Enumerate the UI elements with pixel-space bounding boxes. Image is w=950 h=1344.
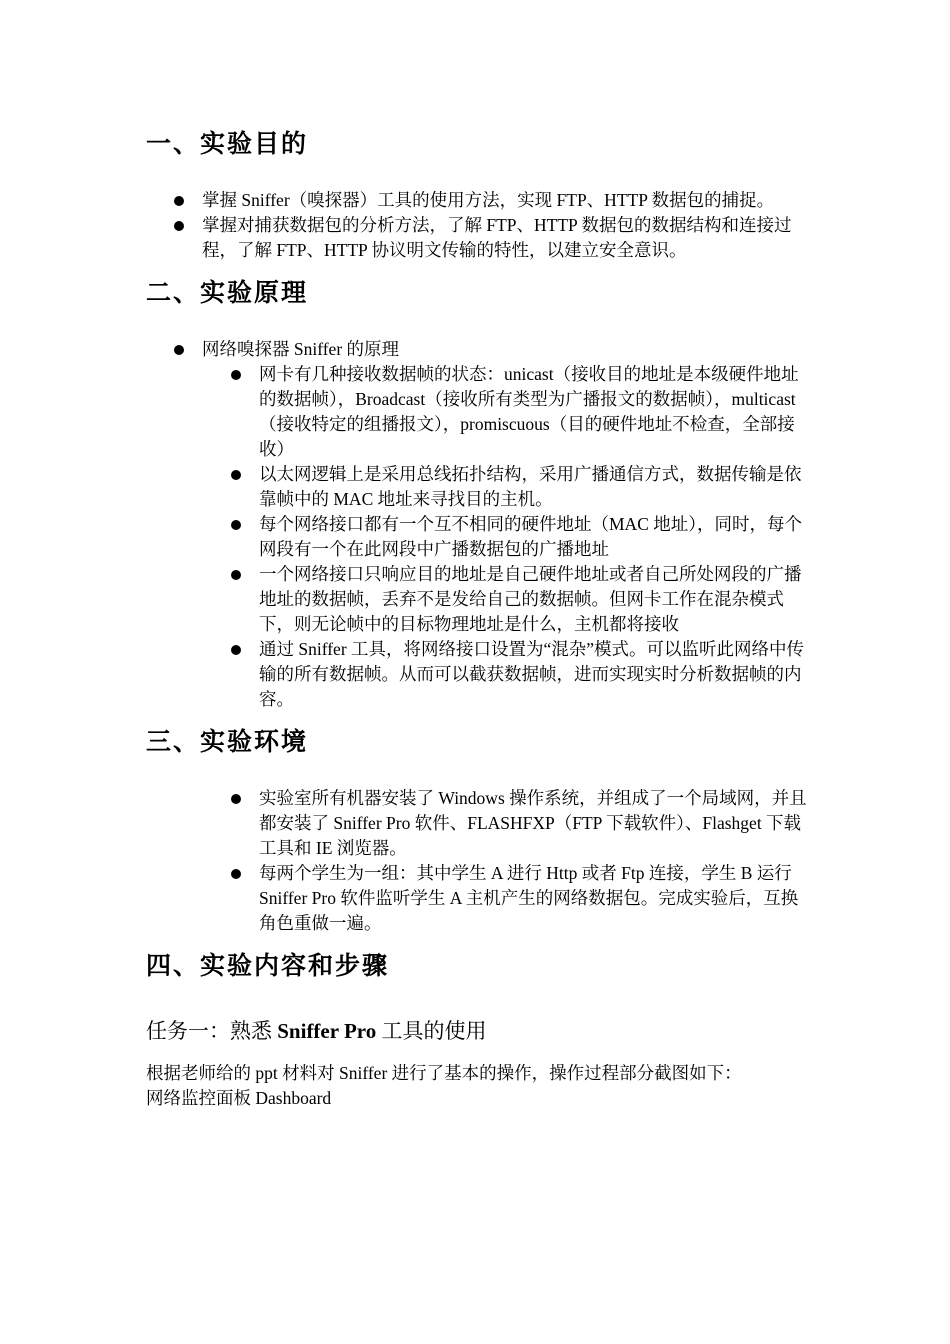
bullet-icon — [231, 370, 241, 380]
bullet-icon — [231, 869, 241, 879]
principle-list — [202, 337, 812, 362]
list-item — [259, 637, 812, 712]
section-title-purpose: 一、实验目的 — [146, 129, 309, 158]
list-item-text: 以太网逻辑上是采用总线拓扑结构，采用广播通信方式，数据传输是依靠帧中的 MAC 地址来寻找目的主机。 — [259, 464, 802, 509]
bullet-icon — [174, 221, 184, 231]
bullet-icon — [231, 470, 241, 480]
list-item — [202, 213, 812, 263]
section-title-steps: 四、实验内容和步骤 — [146, 951, 390, 980]
bullet-icon — [174, 196, 184, 206]
task-prefix: 任务一：熟悉 — [146, 1019, 278, 1043]
task-tool-name: Sniffer Pro — [277, 1019, 377, 1043]
task-suffix: 工具的使用 — [376, 1019, 487, 1043]
list-item — [259, 362, 812, 462]
bullet-icon — [231, 794, 241, 804]
list-item-text: 网络嗅探器 Sniffer 的原理 — [202, 339, 400, 359]
dashboard-caption: 网络监控面板 Dashboard — [146, 1088, 332, 1108]
principle-sub-list — [259, 362, 812, 712]
list-item-text: 掌握对捕获数据包的分析方法，了解 FTP、HTTP 数据包的数据结构和连接过程，了解 FTP、HTTP 协议明文传输的特性，以建立安全意识。 — [202, 215, 792, 260]
list-item — [202, 188, 812, 213]
list-item — [259, 861, 812, 936]
list-item — [259, 512, 812, 562]
bullet-icon — [174, 345, 184, 355]
bullet-icon — [231, 570, 241, 580]
list-item-text: 实验室所有机器安装了 Windows 操作系统，并组成了一个局域网，并且都安装了 Sniffer Pro 软件、FLASHFXP（FTP 下载软件）、Flashget 下载工具和 IE 浏览器。 — [259, 788, 807, 858]
purpose-list — [202, 188, 812, 263]
section-title-principle: 二、实验原理 — [146, 278, 309, 307]
list-item — [259, 462, 812, 512]
list-item — [259, 786, 812, 861]
body-paragraph: 根据老师给的 ppt 材料对 Sniffer 进行了基本的操作，操作过程部分截图如下： — [146, 1063, 742, 1083]
bullet-icon — [231, 645, 241, 655]
list-item-text: 一个网络接口只响应目的地址是自己硬件地址或者自己所处网段的广播地址的数据帧，丢弃不是发给自己的数据帧。但网卡工作在混杂模式下，则无论帧中的目标物理地址是什么，主机都将接收 — [259, 564, 802, 634]
list-item-text: 每两个学生为一组：其中学生 A 进行 Http 或者 Ftp 连接，学生 B 运行 Sniffer Pro 软件监听学生 A 主机产生的网络数据包。完成实验后，互换角色重做一遍。 — [259, 863, 799, 933]
list-item-text: 网卡有几种接收数据帧的状态：unicast（接收目的地址是本级硬件地址的数据帧），Broadcast（接收所有类型为广播报文的数据帧），multicast（接收特定的组播报文），promiscuous（目的硬件地址不检查，全部接收） — [259, 364, 799, 459]
list-item — [202, 337, 812, 362]
task-heading — [146, 1017, 486, 1045]
list-item-text: 通过 Sniffer 工具，将网络接口设置为“混杂”模式。可以监听此网络中传输的所有数据帧。从而可以截获数据帧，进而实现实时分析数据帧的内容。 — [259, 639, 805, 709]
bullet-icon — [231, 520, 241, 530]
section-title-environment: 三、实验环境 — [146, 727, 309, 756]
list-item — [259, 562, 812, 637]
list-item-text: 每个网络接口都有一个互不相同的硬件地址（MAC 地址），同时，每个网段有一个在此网段中广播数据包的广播地址 — [259, 514, 802, 559]
environment-list — [259, 786, 812, 936]
list-item-text: 掌握 Sniffer（嗅探器）工具的使用方法，实现 FTP、HTTP 数据包的捕捉。 — [202, 190, 775, 210]
